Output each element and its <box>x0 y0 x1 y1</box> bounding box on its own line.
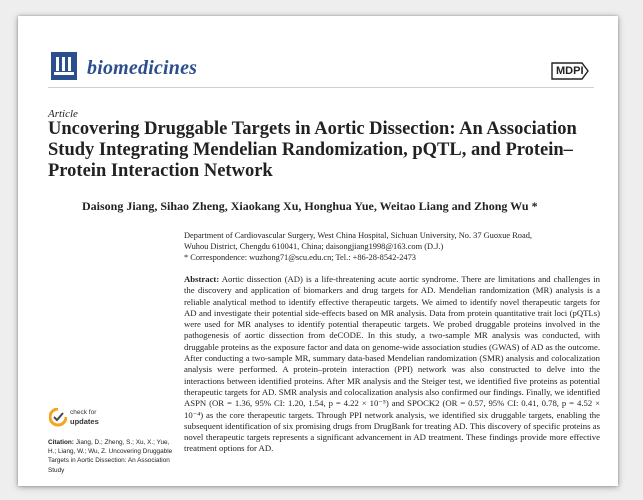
article-title: Uncovering Druggable Targets in Aortic Dissection: An Association Study Integrating Mendelian Randomization, pQTL, and Protein–Protein Interaction Network <box>48 119 577 181</box>
check-for-updates-icon[interactable] <box>49 408 67 428</box>
abstract <box>184 274 600 455</box>
header-divider <box>48 87 594 88</box>
affiliation <box>184 230 594 263</box>
correspondence: * Correspondence: wuzhong71@scu.edu.cn; Tel.: +86-28-8542-2473 <box>184 253 416 262</box>
citation <box>48 438 174 475</box>
affiliation-line: Wuhou District, Chengdu 610041, China; daisongjiang1998@163.com (D.J.) <box>184 242 444 251</box>
updates-badge-line2[interactable]: updates <box>70 417 99 426</box>
citation-text: Jiang, D.; Zheng, S.; Xu, X.; Yue, H.; Liang, W.; Wu, Z. Uncovering Druggable Targets in Aortic Dissection: An Association Study <box>48 439 173 474</box>
affiliation-line: Department of Cardiovascular Surgery, West China Hospital, Sichuan University, No. 37 Guoxue Road, <box>184 231 532 240</box>
article-page <box>18 16 618 486</box>
journal-name[interactable]: biomedicines <box>87 57 198 79</box>
abstract-text: Aortic dissection (AD) is a life-threatening acute aortic syndrome. There are limitations and challenges in the discovery and application of biomarkers and drug targets for AD. Mendelian randomization (MR) analysis is a reliable analytical method to identify effective therapeutic targets. We aimed to identify novel therapeutic targets for AD and investigate their potential side-effects based on MR analysis. Data from protein quantitative trait loci (pQTLs) were used for MR analyses to identify potential therapeutic targets. We probed druggable proteins involved in the pathogenesis of aortic dissection from deCODE. In this study, a two-sample MR analysis was conducted, with druggable proteins as the exposure factor and data on genome-wide association studies (GWAS) of AD as the outcome. After conducting a two-sample MR, summary data-based Mendelian randomization (SMR) analysis and colocalization analysis were performed. A protein–protein interaction (PPI) network was also constructed to delve into the interactions between identified proteins. After MR analysis and the Steiger test, we identified five proteins as potential therapeutic targets for AD. SMR analysis and colocalization analysis also confirmed our findings. Finally, we identified ASPN (OR = 1.36, 95% CI: 1.20, 1.54, p = 4.22 × 10⁻⁵) and SPOCK2 (OR = 0.57, 95% CI: 0.41, 0.78, p = 4.52 × 10⁻⁴) as the core therapeutic targets. Through PPI network analysis, we identified six druggable targets, enabling the subsequent identification of six promising drugs from DrugBank for treating AD. This discovery of specific proteins as novel therapeutic targets represents a significant advancement in AD treatment. These findings provide more effective treatment options for AD. <box>184 274 600 454</box>
flask-icon <box>51 52 77 80</box>
author-list: Daisong Jiang, Sihao Zheng, Xiaokang Xu, Honghua Yue, Weitao Liang and Zhong Wu * <box>82 199 538 213</box>
citation-label: Citation: <box>48 439 74 446</box>
updates-badge-line1[interactable]: check for <box>70 409 97 416</box>
abstract-label: Abstract: <box>184 274 220 284</box>
article-type: Article <box>48 108 78 120</box>
publisher-logo[interactable]: MDPI <box>556 65 584 77</box>
